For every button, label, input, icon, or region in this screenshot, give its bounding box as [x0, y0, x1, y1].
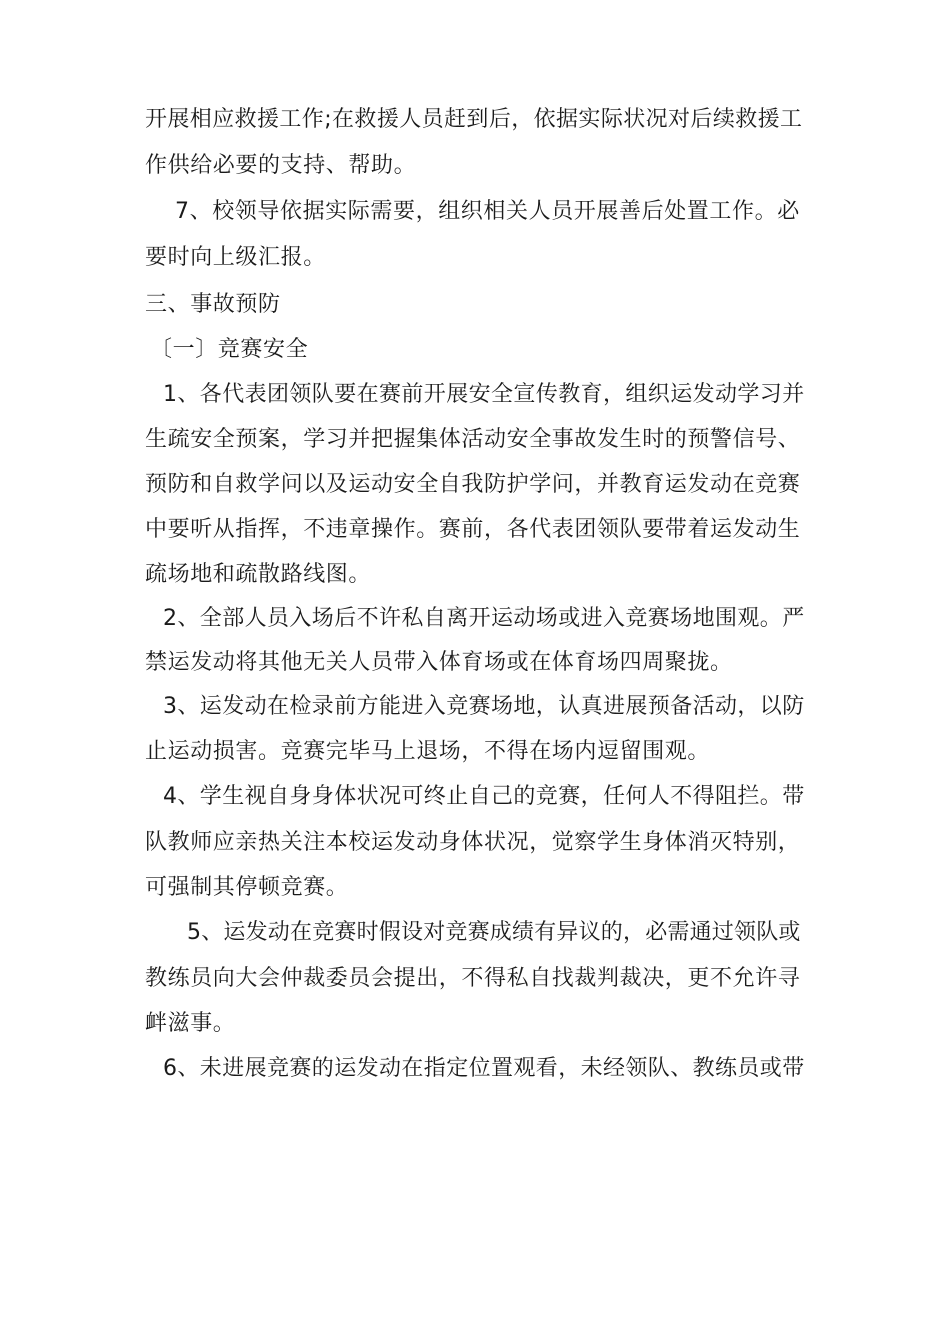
text-line: 1、各代表团领队要在赛前开展安全宣传教育，组织运发动学习并	[163, 382, 805, 407]
text-line: 作供给必要的支持、帮助。	[145, 153, 417, 178]
text-line: 预防和自救学问以及运动安全自我防护学问，并教育运发动在竞赛	[145, 472, 801, 497]
text-line: 6、未进展竞赛的运发动在指定位置观看，未经领队、教练员或带	[163, 1056, 805, 1081]
text-line: 5、运发动在竞赛时假设对竞赛成绩有异议的，必需通过领队或	[187, 920, 801, 945]
text-line: 中要听从指挥，不违章操作。赛前，各代表团领队要带着运发动生	[145, 517, 801, 542]
text-line: 2、全部人员入场后不许私自离开运动场或进入竞赛场地围观。严	[163, 606, 805, 631]
text-line: 3、运发动在检录前方能进入竞赛场地，认真进展预备活动，以防	[163, 694, 805, 719]
section-heading: 三、事故预防	[145, 292, 281, 317]
text-line: 生疏安全预案，学习并把握集体活动安全事故发生时的预警信号、	[145, 427, 801, 452]
text-line: 止运动损害。竞赛完毕马上退场，不得在场内逗留围观。	[145, 739, 711, 764]
text-line: 禁运发动将其他无关人员带入体育场或在体育场四周聚拢。	[145, 650, 733, 675]
text-line: 7、校领导依据实际需要，组织相关人员开展善后处置工作。必	[175, 199, 800, 224]
text-line: 疏场地和疏散路线图。	[145, 562, 372, 587]
text-line: 4、学生视自身身体状况可终止自己的竞赛，任何人不得阻拦。带	[163, 784, 805, 809]
text-line: 开展相应救援工作;在救援人员赶到后，依据实际状况对后续救援工	[145, 107, 803, 132]
subsection-heading: 〔一〕竞赛安全	[150, 337, 309, 362]
text-line: 队教师应亲热关注本校运发动身体状况，觉察学生身体消灭特别，	[145, 830, 801, 855]
text-line: 教练员向大会仲裁委员会提出，不得私自找裁判裁决，更不允许寻	[145, 966, 801, 991]
text-line: 可强制其停顿竞赛。	[145, 875, 349, 900]
text-line: 要时向上级汇报。	[145, 245, 326, 270]
text-line: 衅滋事。	[145, 1011, 236, 1036]
